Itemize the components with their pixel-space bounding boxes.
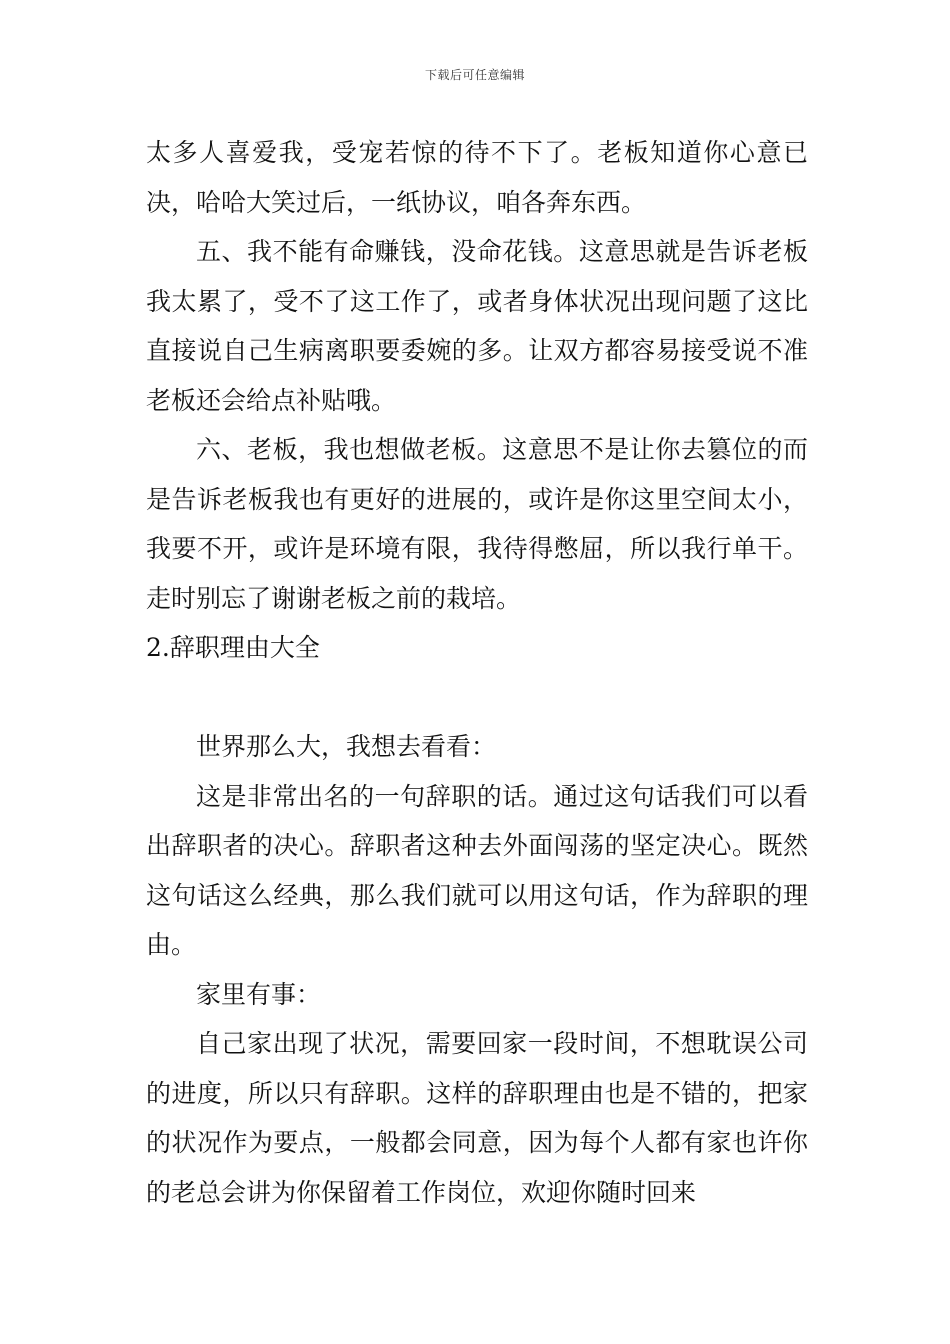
- document-body: [146, 128, 808, 1217]
- section-heading: 2.辞职理由大全: [146, 633, 320, 662]
- paragraph-family: 自己家出现了状况，需要回家一段时间，不想耽误公司的进度，所以只有辞职。这样的辞职理由也是不错的，把家的状况作为要点，一般都会同意，因为每个人都有家也许你的老总会讲为你保留着工作岗位，欢迎你随时回来: [146, 1029, 808, 1207]
- page-header: 下载后可任意编辑: [424, 68, 525, 82]
- paragraph-reason-five: 五、我不能有命赚钱，没命花钱。这意思就是告诉老板我太累了，受不了这工作了，或者身体状况出现问题了这比直接说自己生病离职要委婉的多。让双方都容易接受说不准老板还会给点补贴哦。: [146, 237, 808, 415]
- subheading-world: 世界那么大，我想去看看：: [196, 732, 497, 761]
- blank-line: [146, 673, 808, 723]
- paragraph-continuation: 太多人喜爱我，受宠若惊的待不下了。老板知道你心意已决，哈哈大笑过后，一纸协议，咱各奔东西。: [146, 138, 808, 217]
- paragraph-reason-six: 六、老板，我也想做老板。这意思不是让你去篡位的而是告诉老板我也有更好的进展的，或许是你这里空间太小，我要不开，或许是环境有限，我待得憋屈，所以我行单干。走时别忘了谢谢老板之前的栽培。: [146, 435, 808, 613]
- paragraph-world: 这是非常出名的一句辞职的话。通过这句话我们可以看出辞职者的决心。辞职者这种去外面闯荡的坚定决心。既然这句话这么经典，那么我们就可以用这句话，作为辞职的理由。: [146, 781, 808, 959]
- subheading-family: 家里有事：: [196, 979, 322, 1009]
